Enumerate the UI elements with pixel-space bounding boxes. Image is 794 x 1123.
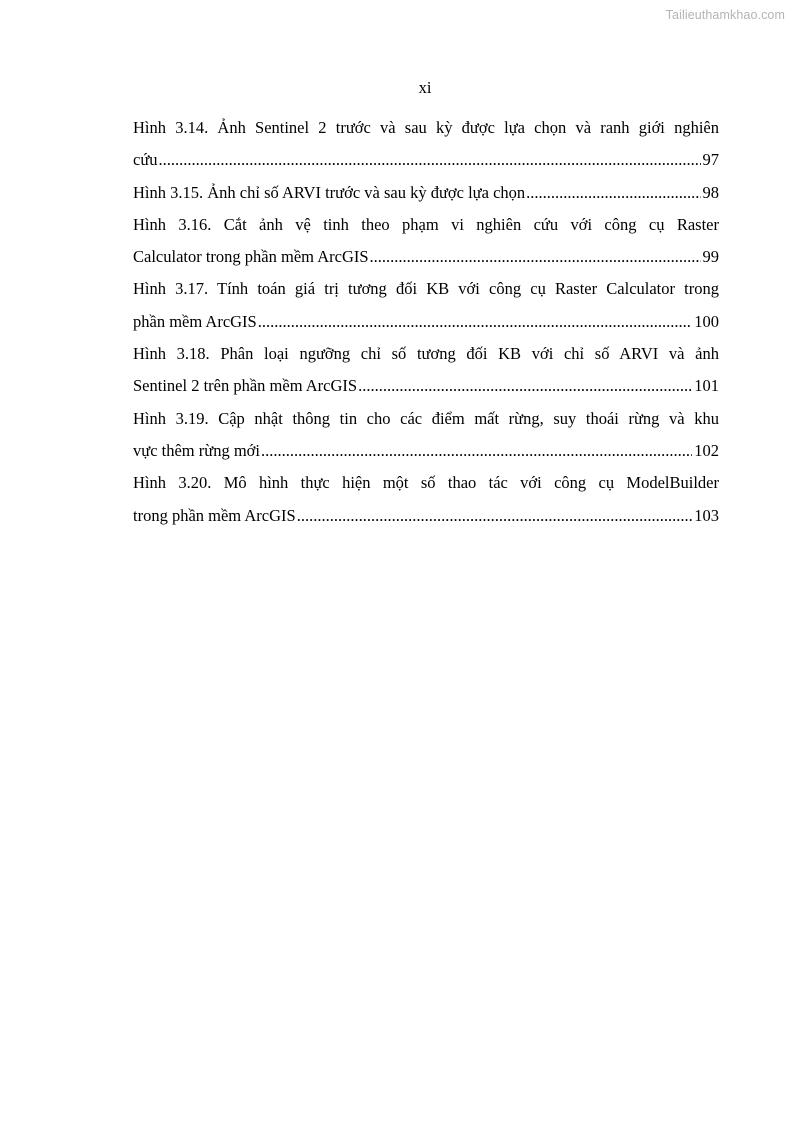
toc-entry-3-17[interactable] — [133, 273, 719, 338]
toc-entry-3-20[interactable] — [133, 467, 719, 532]
toc-entry-title-end: cứu — [133, 150, 158, 170]
toc-entry-3-16[interactable] — [133, 209, 719, 274]
toc-entry-title: Hình 3.20. Mô hình thực hiện một số thao tác với công cụ ModelBuilder — [133, 473, 719, 493]
toc-page-number: 99 — [702, 247, 719, 267]
toc-entry-3-15[interactable] — [133, 177, 719, 209]
dot-leader — [526, 177, 700, 209]
toc-entry-3-18[interactable] — [133, 338, 719, 403]
toc-entry-title-end: Sentinel 2 trên phần mềm ArcGIS — [133, 376, 358, 396]
toc-entry-title-end: vực thêm rừng mới — [133, 440, 260, 460]
dot-leader — [159, 144, 701, 176]
toc-entry-title: Hình 3.15. Ảnh chỉ số ARVI trước và sau kỳ được lựa chọn — [133, 182, 526, 202]
toc-entry-title-end: Calculator trong phần mềm ArcGIS — [133, 247, 369, 267]
toc-page-number: 98 — [702, 182, 719, 202]
toc-entry-title: Hình 3.17. Tính toán giá trị tương đối KB với công cụ Raster Calculator trong — [133, 279, 719, 299]
toc-entry-title: Hình 3.18. Phân loại ngưỡng chỉ số tương đối KB với chỉ số ARVI và ảnh — [133, 344, 719, 364]
toc-entry-3-14[interactable] — [133, 112, 719, 177]
toc-page-number: 102 — [694, 440, 719, 460]
watermark-text: Tailieuthamkhao.com — [665, 8, 785, 22]
toc-entry-title: Hình 3.16. Cắt ảnh vệ tinh theo phạm vi nghiên cứu với công cụ Raster — [133, 214, 719, 234]
page-number: xi — [418, 78, 432, 97]
toc-page-number: 97 — [702, 150, 719, 170]
toc-entry-title-end: trong phần mềm ArcGIS — [133, 505, 296, 525]
toc-page-number: 103 — [694, 505, 719, 525]
dot-leader — [258, 306, 693, 338]
dot-leader — [370, 241, 701, 273]
toc-entry-title: Hình 3.14. Ảnh Sentinel 2 trước và sau kỳ được lựa chọn và ranh giới nghiên — [133, 118, 719, 137]
toc-page-number: 100 — [694, 311, 719, 331]
dot-leader — [297, 500, 693, 532]
dot-leader — [358, 370, 692, 402]
toc-entry-title: Hình 3.19. Cập nhật thông tin cho các điểm mất rừng, suy thoái rừng và khu — [133, 408, 719, 428]
dot-leader — [261, 435, 692, 467]
table-of-figures — [133, 112, 719, 532]
toc-page-number: 101 — [694, 376, 719, 396]
toc-entry-title-end: phần mềm ArcGIS — [133, 311, 257, 331]
toc-entry-3-19[interactable] — [133, 403, 719, 468]
